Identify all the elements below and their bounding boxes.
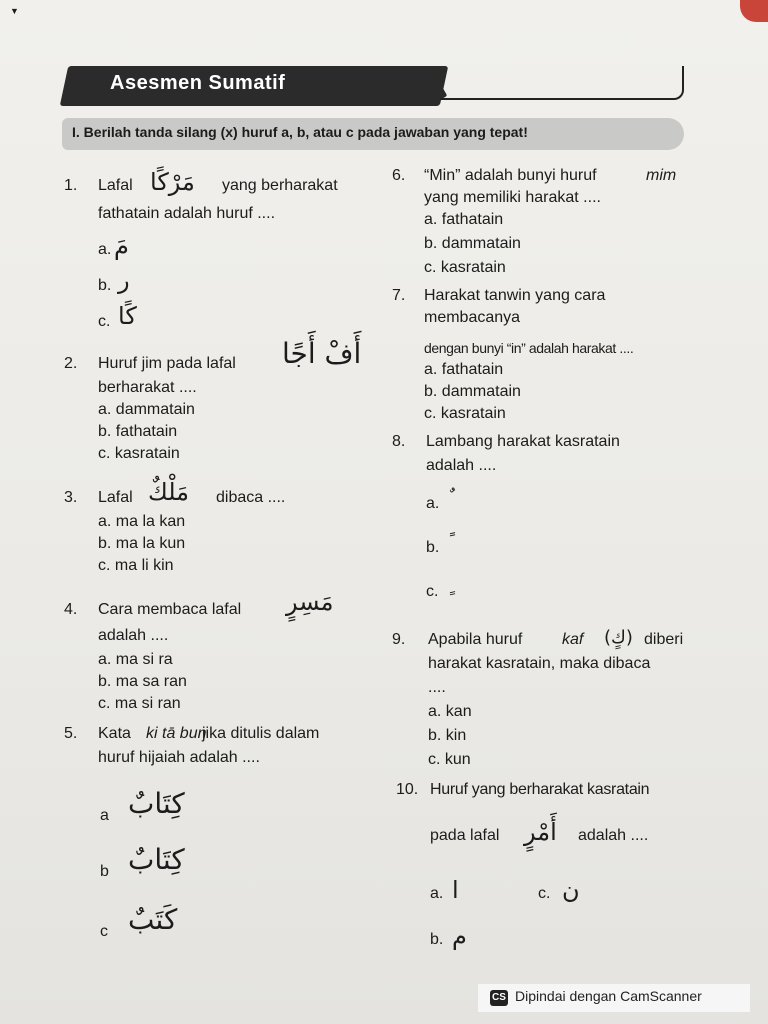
corner-dot: ▼ — [10, 6, 19, 16]
q9-kaf-arabic: (كٍ) — [604, 627, 633, 648]
q5-pre: Kata — [98, 725, 131, 742]
q1-pre: Lafal — [98, 177, 133, 194]
q1-option-a[interactable]: a. — [98, 241, 112, 258]
q7-number: 7. — [392, 287, 406, 304]
q9-number: 9. — [392, 631, 406, 648]
q3-arabic: مَلْكٌ — [148, 478, 190, 506]
q9-option-a[interactable]: a. kan — [428, 703, 472, 720]
camscanner-text: Dipindai dengan CamScanner — [515, 988, 702, 1004]
q2-arabic: أَفْ أَجًا — [282, 337, 362, 370]
q5-option-b-arabic: كِتَابٌ — [128, 843, 185, 876]
q5-option-a[interactable]: a — [100, 807, 109, 824]
q3-option-a[interactable]: a. ma la kan — [98, 513, 186, 530]
page-title: Asesmen Sumatif — [110, 72, 286, 94]
q1-option-a-arabic: مَ — [114, 232, 129, 260]
q4-option-b[interactable]: b. ma sa ran — [98, 673, 187, 690]
q10-option-a[interactable]: a. — [430, 885, 444, 902]
q2-option-c[interactable]: c. kasratain — [98, 445, 180, 462]
q6-option-b[interactable]: b. dammatain — [424, 235, 521, 252]
q1-option-b[interactable]: b. — [98, 277, 112, 294]
q6-number: 6. — [392, 167, 406, 184]
q10-pre: pada lafal — [430, 827, 500, 844]
q3-option-c[interactable]: c. ma li kin — [98, 557, 174, 574]
q6-option-c[interactable]: c. kasratain — [424, 259, 506, 276]
q7-line1: Harakat tanwin yang cara — [424, 287, 606, 304]
q4-option-a[interactable]: a. ma si ra — [98, 651, 173, 668]
q4-pre: Cara membaca lafal — [98, 601, 242, 618]
q5-kata: ki tā bun — [146, 725, 207, 742]
q2-option-b[interactable]: b. fathatain — [98, 423, 178, 440]
camscanner-icon: CS — [490, 990, 508, 1006]
q1-option-c-arabic: كًا — [118, 302, 137, 330]
banner-underline — [440, 66, 684, 100]
q3-pre: Lafal — [98, 489, 133, 506]
q10-option-c[interactable]: c. — [538, 885, 551, 902]
q7-option-a[interactable]: a. fathatain — [424, 361, 504, 378]
q10-arabic: أَمْرٍ — [524, 818, 557, 846]
q8-line2: adalah .... — [426, 457, 497, 474]
q6-pre: “Min” adalah bunyi huruf — [424, 167, 597, 184]
q10-number: 10. — [396, 781, 419, 798]
q4-line2: adalah .... — [98, 627, 169, 644]
q2-line2: berharakat .... — [98, 379, 197, 396]
q8-option-c[interactable]: c. — [426, 583, 439, 600]
q9-line3: .... — [428, 679, 446, 696]
q8-number: 8. — [392, 433, 406, 450]
instruction-text: I. Berilah tanda silang (x) huruf a, b, atau c pada jawaban yang tepat! — [72, 124, 528, 140]
q9-option-b[interactable]: b. kin — [428, 727, 467, 744]
q7-option-b[interactable]: b. dammatain — [424, 383, 521, 400]
q8-line1: Lambang harakat kasratain — [426, 433, 620, 450]
q6-line2: yang memiliki harakat .... — [424, 189, 601, 206]
q4-number: 4. — [64, 601, 78, 618]
q2-number: 2. — [64, 355, 78, 372]
q5-option-c[interactable]: c — [100, 923, 108, 940]
q6-mim: mim — [646, 167, 677, 184]
q9-kaf: kaf — [562, 631, 584, 648]
q5-post: jika ditulis dalam — [202, 725, 320, 742]
q3-post: dibaca .... — [216, 489, 286, 506]
q10-post: adalah .... — [578, 827, 649, 844]
q4-option-c[interactable]: c. ma si ran — [98, 695, 181, 712]
q10-option-b-arabic: م — [452, 922, 467, 950]
q1-post: yang berharakat — [222, 177, 338, 194]
q9-pre: Apabila huruf — [428, 631, 523, 648]
q5-option-b[interactable]: b — [100, 863, 109, 880]
q1-option-c[interactable]: c. — [98, 313, 111, 330]
q7-line2: membacanya — [424, 309, 521, 326]
q3-number: 3. — [64, 489, 78, 506]
q5-line2: huruf hijaiah adalah .... — [98, 749, 260, 766]
q1-line2: fathatain adalah huruf .... — [98, 205, 276, 222]
q8-option-b[interactable]: b. — [426, 539, 440, 556]
q1-number: 1. — [64, 177, 78, 194]
q10-line1: Huruf yang berharakat kasratain — [430, 781, 650, 798]
q10-option-b[interactable]: b. — [430, 931, 444, 948]
q5-option-a-arabic: كِتَابٌ — [128, 787, 185, 820]
q10-option-c-arabic: ن — [562, 876, 580, 904]
q7-option-c[interactable]: c. kasratain — [424, 405, 506, 422]
q9-post: diberi — [644, 631, 684, 648]
q9-line2: harakat kasratain, maka dibaca — [428, 655, 651, 672]
q7-line3: dengan bunyi “in” adalah harakat .... — [424, 340, 634, 356]
q8-option-a[interactable]: a. — [426, 495, 440, 512]
q2-pre: Huruf jim pada lafal — [98, 355, 236, 372]
q4-arabic: مَسِرٍ — [286, 588, 334, 616]
q5-number: 5. — [64, 725, 78, 742]
q6-option-a[interactable]: a. fathatain — [424, 211, 504, 228]
q1-arabic: مَرْكًا — [150, 168, 195, 196]
q3-option-b[interactable]: b. ma la kun — [98, 535, 186, 552]
q9-option-c[interactable]: c. kun — [428, 751, 471, 768]
q5-option-c-arabic: كَتَبٌ — [128, 903, 178, 936]
q1-option-b-arabic: ر — [118, 266, 130, 294]
q10-option-a-arabic: ا — [452, 876, 459, 904]
q2-option-a[interactable]: a. dammatain — [98, 401, 195, 418]
